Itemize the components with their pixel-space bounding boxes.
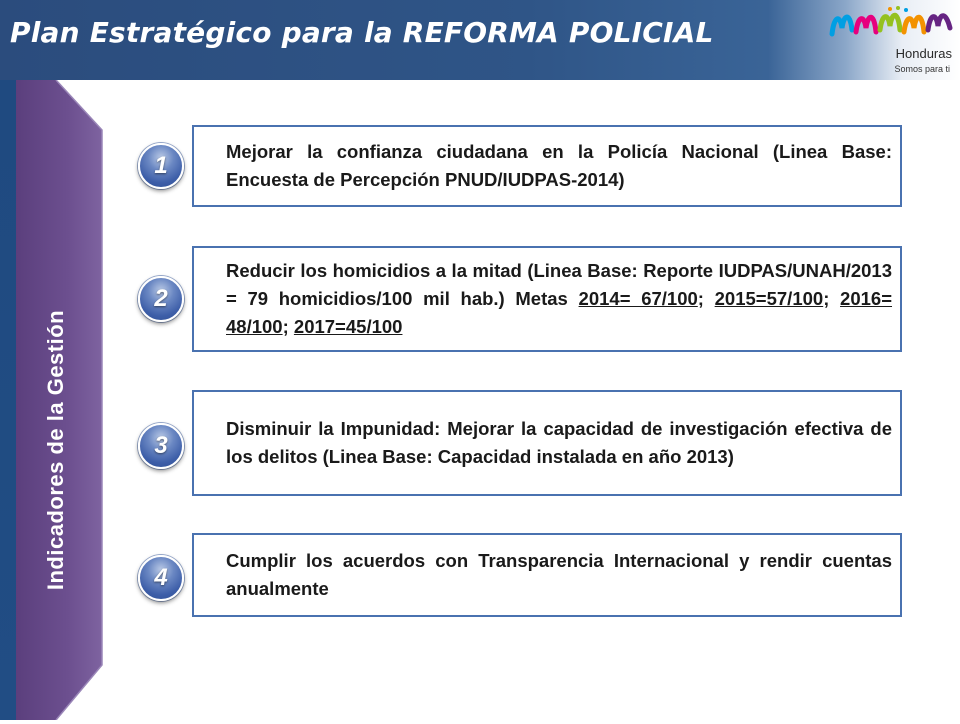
logo-tagline: Somos para ti (894, 64, 950, 74)
step-1-badge: 1 (138, 143, 184, 189)
indicator-2-text: Reducir los homicidios a la mitad (Linea Base: Reporte IUDPAS/UNAH/2013 = 79 homicidios/100 mil hab.) Metas (226, 260, 892, 309)
indicator-1-text: Mejorar la confianza ciudadana en la Policía Nacional (Linea Base: Encuesta de Percepción PNUD/IUDPAS-2014) (226, 141, 892, 190)
page-title: Plan Estratégico para la REFORMA POLICIAL (10, 16, 714, 49)
indicator-2-paragraph: Reducir los homicidios a la mitad (Linea Base: Reporte IUDPAS/UNAH/2013 = 79 homicidios/100 mil hab.) Metas 2014= 67/100; 2015=57/100; 2016= 48/100; 2017=45/100 (226, 260, 893, 337)
step-4-badge: 4 (138, 555, 184, 601)
sidebar-panel (0, 80, 110, 720)
header-bar (0, 0, 960, 80)
indicator-4-box (192, 533, 902, 617)
indicator-3-box (192, 390, 902, 496)
step-3-badge: 3 (138, 423, 184, 469)
step-2-badge: 2 (138, 276, 184, 322)
sidebar-label: Indicadores de la Gestión (43, 309, 68, 591)
indicator-1-box (192, 125, 902, 207)
indicator-3-text: Disminuir la Impunidad: Mejorar la capacidad de investigación efectiva de los delitos (Linea Base: Capacidad instalada en año 2013) (226, 418, 892, 467)
honduras-logo-icon (828, 4, 954, 48)
logo-name: Honduras (895, 46, 952, 61)
indicator-2-box (192, 246, 902, 352)
target-2014: 2014= 67/100 (578, 288, 698, 309)
target-2017: 2017=45/100 (293, 316, 403, 337)
honduras-logo (820, 2, 956, 78)
target-2016: 2016= 48/100 (226, 288, 893, 337)
indicator-4-text: Cumplir los acuerdos con Transparencia Internacional y rendir cuentas anualmente (226, 550, 892, 599)
target-2015: 2015=57/100 (714, 288, 824, 309)
